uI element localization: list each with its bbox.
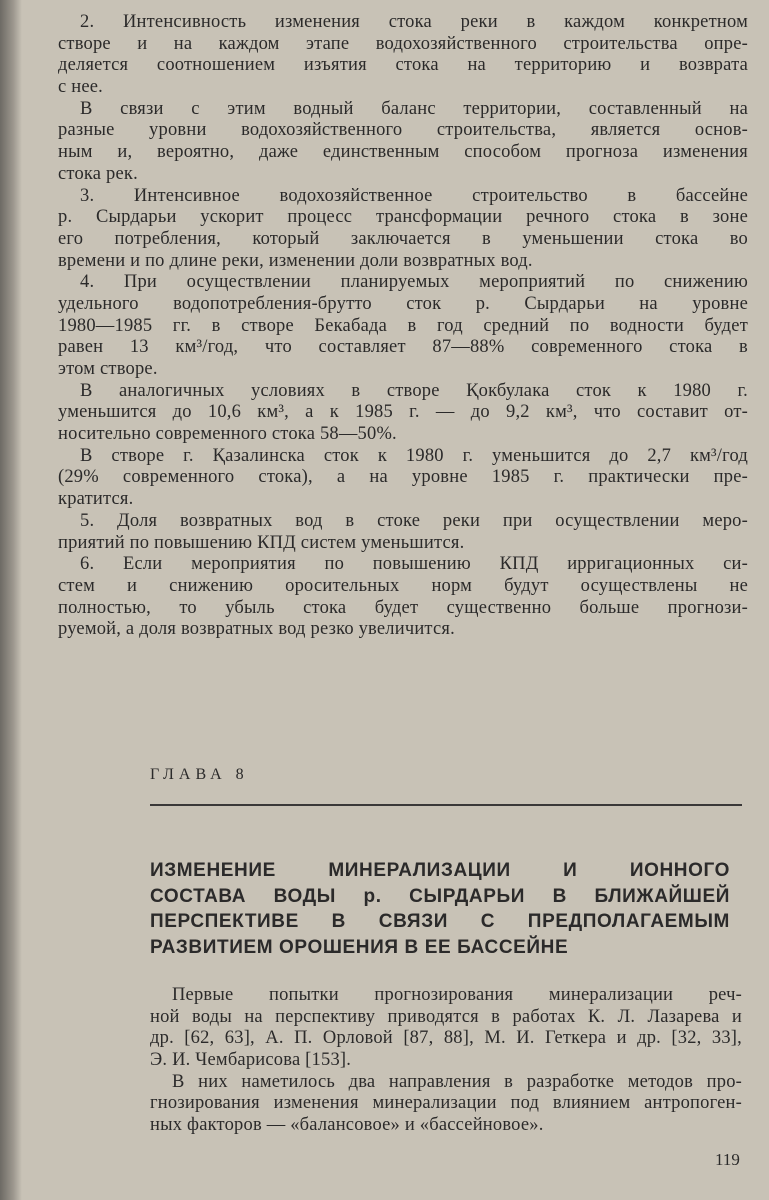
text-line: равен 13 км³/год, что составляет 87—88% современного стока в <box>58 337 748 358</box>
text-line: времени и по длине реки, изменении доли возвратных вод. <box>58 250 533 271</box>
text-line: 5. Доля возвратных вод в стоке реки при осуществлении меро- <box>80 510 748 531</box>
text-line: 4. При осуществлении планируемых мероприятий по снижению <box>80 272 748 293</box>
text-line: ным и, вероятно, даже единственным способом прогноза изменения <box>58 142 748 163</box>
text-line: Э. И. Чембарисова [153]. <box>150 1050 352 1071</box>
text-line: деляется соотношением изъятия стока на территорию и возврата <box>58 55 748 76</box>
text-line: с нее. <box>58 77 103 98</box>
text-line: разные уровни водохозяйственного строительства, является основ- <box>58 120 748 141</box>
text-line: 3. Интенсивное водохозяйственное строительство в бассейне <box>80 185 748 206</box>
text-line: этом створе. <box>58 359 158 379</box>
text-line: его потребления, который заключается в уменьшении стока во <box>58 228 748 249</box>
text-line: носительно современного стока 58—50%. <box>58 424 397 445</box>
text-line: 2. Интенсивность изменения стока реки в каждом конкретном <box>80 12 748 32</box>
chapter-title-line: СОСТАВА ВОДЫ р. СЫРДАРЬИ В БЛИЖАЙШЕЙ <box>150 885 730 907</box>
text-line: кратится. <box>58 489 134 510</box>
text-line: приятий по повышению КПД систем уменьшится. <box>58 532 465 553</box>
text-line: удельного водопотребления-брутто сток р. Сырдарьи на уровне <box>58 293 748 314</box>
page-number: 119 <box>715 1150 740 1169</box>
text-line: створе и на каждом этапе водохозяйственного строительства опре- <box>58 33 748 54</box>
paragraph <box>58 186 748 273</box>
text-line: р. Сырдарьи ускорит процесс трансформации речного стока в зоне <box>58 207 748 228</box>
text-line: (29% современного стока), а на уровне 1985 г. практически пре- <box>58 467 748 488</box>
paragraph <box>58 99 748 186</box>
chapter-title-line: ИЗМЕНЕНИЕ МИНЕРАЛИЗАЦИИ И ИОННОГО <box>150 860 730 881</box>
text-line: руемой, а доля возвратных вод резко увеличится. <box>58 619 455 640</box>
text-line: полностью, то убыль стока будет существенно больше прогнози- <box>58 597 748 618</box>
paragraph <box>58 381 748 446</box>
paragraph <box>58 554 748 641</box>
text-line: В аналогичных условиях в створе Қокбулака сток к 1980 г. <box>80 380 748 401</box>
paragraph <box>150 985 742 1072</box>
text-line: уменьшится до 10,6 км³, а к 1985 г. — до 9,2 км³, что составит от- <box>58 402 748 423</box>
text-line: гнозирования изменения минерализации под влиянием антропоген- <box>150 1093 742 1114</box>
chapter-title-line: РАЗВИТИЕМ ОРОШЕНИЯ В ЕЕ БАССЕЙНЕ <box>150 936 569 958</box>
chapter-rule <box>150 804 742 806</box>
text-line: стем и снижению оросительных норм будут осуществлены не <box>58 575 748 596</box>
text-line: ной воды на перспективу приводятся в работах К. Л. Лазарева и <box>150 1006 742 1027</box>
paragraph <box>58 511 748 554</box>
text-line: В связи с этим водный баланс территории, составленный на <box>80 98 748 119</box>
paragraph <box>58 12 748 99</box>
paragraph <box>150 1072 742 1137</box>
text-line: др. [62, 63], А. П. Орловой [87, 88], М. И. Геткера и др. [32, 33], <box>150 1028 742 1049</box>
paragraph <box>58 446 748 511</box>
chapter-label: ГЛАВА 8 <box>150 766 249 783</box>
book-binding-shadow <box>0 0 22 1200</box>
body-text <box>58 12 748 641</box>
chapter-title-line: ПЕРСПЕКТИВЕ В СВЯЗИ С ПРЕДПОЛАГАЕМЫМ <box>150 911 730 932</box>
paragraph <box>58 272 748 380</box>
text-line: стока рек. <box>58 163 138 184</box>
chapter-text <box>150 985 742 1137</box>
text-line: В них наметилось два направления в разработке методов про- <box>172 1071 742 1092</box>
text-line: ных факторов — «балансовое» и «бассейновое». <box>150 1115 544 1136</box>
chapter-title <box>150 858 730 960</box>
text-line: 6. Если мероприятия по повышению КПД ирригационных си- <box>80 554 748 575</box>
text-line: Первые попытки прогнозирования минерализации реч- <box>172 985 742 1005</box>
text-line: В створе г. Қазалинска сток к 1980 г. уменьшится до 2,7 км³/год <box>80 445 748 466</box>
text-line: 1980—1985 гг. в створе Бекабада в год средний по водности будет <box>58 315 748 336</box>
